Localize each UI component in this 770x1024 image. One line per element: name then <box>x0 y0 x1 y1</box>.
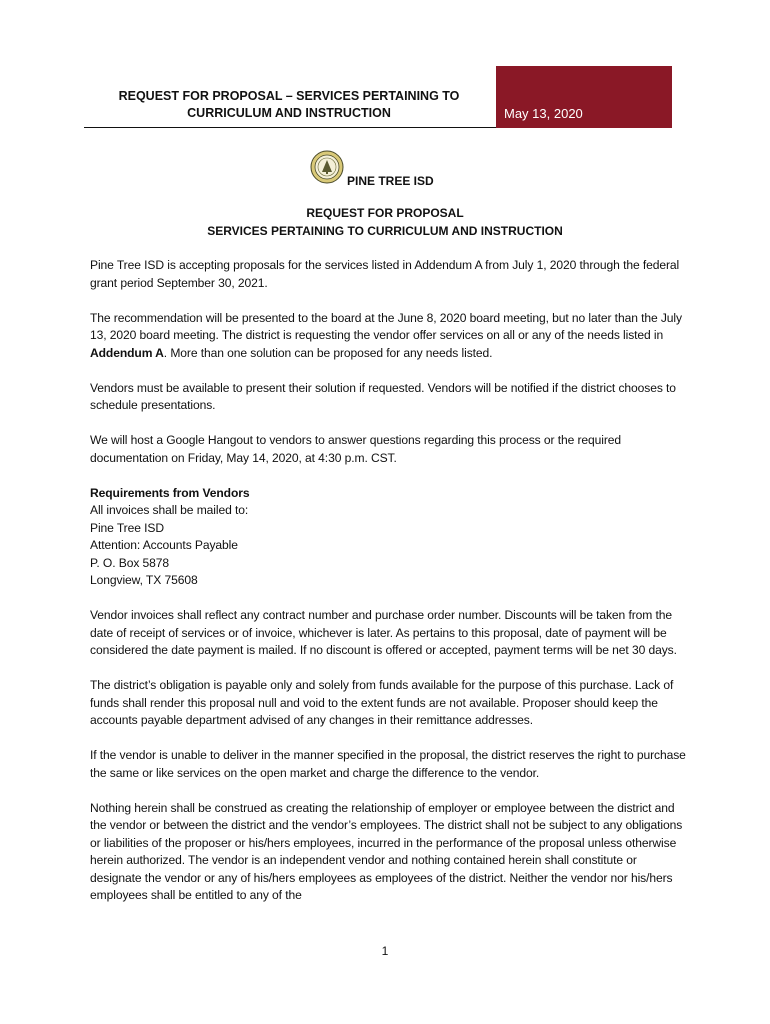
header-title-line1: REQUEST FOR PROPOSAL – SERVICES PERTAINING TO <box>118 89 460 103</box>
header-date-banner <box>496 66 672 128</box>
paragraph-relationship: Nothing herein shall be construed as creating the relationship of employer or employee between the district and the vendor or between the district and the vendor’s employees. The district shall not be subject to any obligations or liabilities of the proposer or his/hers employees, incurred in the performance of the proposal unless otherwise herein authorized. The vendor is an independent vendor and nothing contained herein shall constitute or designate the vendor or any of his/hers employees as employees of the district. Neither the vendor nor his/hers employees shall be entitled to any of the <box>90 800 683 902</box>
page-number: 1 <box>381 944 389 958</box>
requirements-heading: Requirements from Vendors <box>90 485 250 500</box>
paragraph-recommendation <box>90 310 690 363</box>
paragraph-intro: Pine Tree ISD is accepting proposals for the services listed in Addendum A from July 1, 2020 through the federal grant period September 30, 2021. <box>90 258 680 290</box>
district-name: PINE TREE ISD <box>347 174 434 188</box>
header-divider <box>84 127 496 128</box>
address-line: Longview, TX 75608 <box>90 573 198 587</box>
address-line: Attention: Accounts Payable <box>90 538 238 552</box>
header-date: May 13, 2020 <box>504 106 583 121</box>
rfp-heading-line2: SERVICES PERTAINING TO CURRICULUM AND INSTRUCTION <box>207 224 563 238</box>
header-title-line2: CURRICULUM AND INSTRUCTION <box>187 106 391 120</box>
document-body <box>90 257 690 905</box>
address-line: All invoices shall be mailed to: <box>90 503 249 517</box>
paragraph-delivery: If the vendor is unable to deliver in the manner specified in the proposal, the district reserves the right to purchase the same or like services on the open market and charge the difference to the vendor. <box>90 748 686 780</box>
recommendation-text: The recommendation will be presented to the board at the June 8, 2020 board meeting, but no later than the July 13, 2020 board meeting. The district is requesting the vendor offer services on all or any of the needs listed in <box>90 310 682 342</box>
rfp-heading-line1: REQUEST FOR PROPOSAL <box>306 206 464 220</box>
address-line: Pine Tree ISD <box>90 520 164 535</box>
paragraph-obligation: The district’s obligation is payable only and solely from funds available for the purpose of this purchase. Lack of funds shall render this proposal null and void to the extent funds are not available. Proposer should keep the accounts payable department advised of any changes in their remittance addresses. <box>90 678 674 727</box>
district-seal-icon <box>310 150 344 184</box>
recommendation-text-end: . More than one solution can be proposed for any needs listed. <box>163 345 493 360</box>
document-header-title <box>84 88 494 122</box>
address-line: P. O. Box 5878 <box>90 555 170 570</box>
paragraph-invoices: Vendor invoices shall reflect any contract number and purchase order number. Discounts will be taken from the date of receipt of services or of invoice, whichever is later. As pertains to this proposal, date of payment will be considered the date payment is mailed. If no discount is offered or accepted, payment terms will be net 30 days. <box>90 608 677 657</box>
addendum-reference: Addendum A <box>90 345 164 360</box>
paragraph-hangout: We will host a Google Hangout to vendors to answer questions regarding this process or the required documentation on Friday, May 14, 2020, at 4:30 p.m. CST. <box>90 433 622 465</box>
paragraph-presentations: Vendors must be available to present their solution if requested. Vendors will be notified if the district chooses to schedule presentations. <box>90 380 676 412</box>
